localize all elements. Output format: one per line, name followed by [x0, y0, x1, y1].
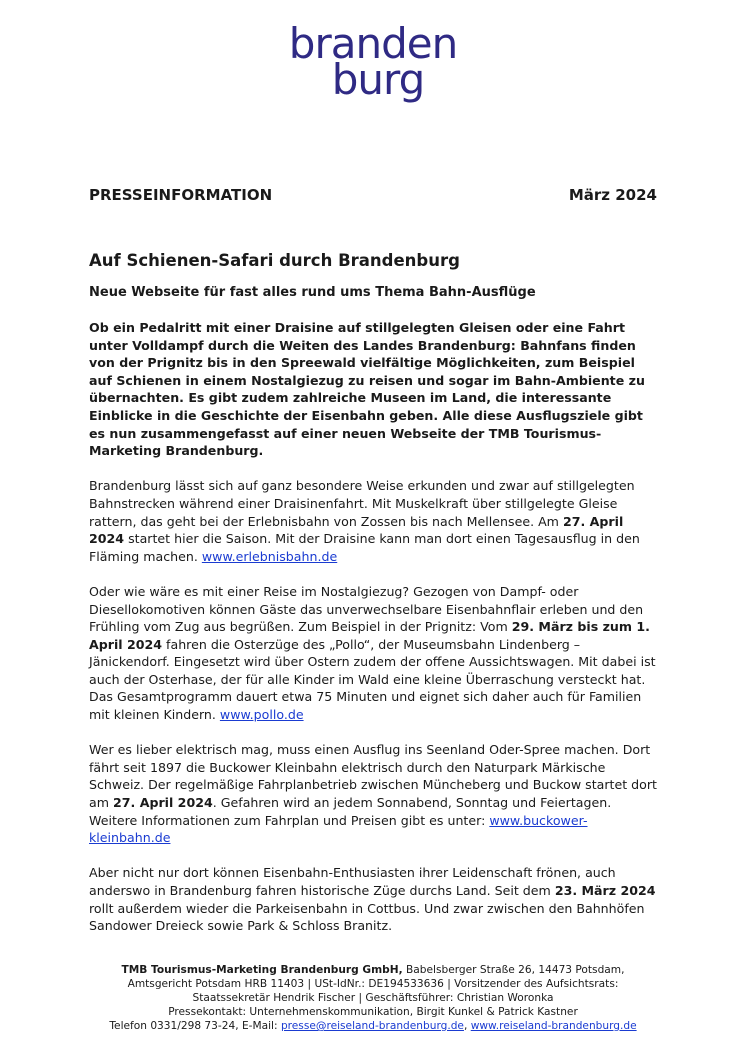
logo-line-2: burg — [331, 55, 425, 104]
text: fahren die Osterzüge des „Pollo“, der Museumsbahn Lindenberg – Jänickendorf. Eingesetzt wird über Ostern zudem der offene Aussichtswagen. Mit dabei ist auch der Osterhase, der für alle Kinder im Wald eine kleine Überraschung versteckt hat. Das Gesamtprogramm dauert etwa 75 Minuten und eignet sich daher auch für Familien mit kleinen Kindern. — [89, 636, 656, 723]
footer-line-press-contact: Pressekontakt: Unternehmenskommunikation, Birgit Kunkel & Patrick Kastner — [168, 1006, 578, 1018]
buckower-kleinbahn-link[interactable]: www.buckower-kleinbahn.de — [89, 812, 588, 846]
paragraph-parkeisenbahn — [89, 864, 659, 934]
company-name: TMB Tourismus-Marketing Brandenburg GmbH, — [121, 964, 403, 976]
document-footer — [60, 963, 686, 1033]
brandenburg-logo — [0, 19, 746, 104]
text: rollt außerdem wieder die Parkeisenbahn in Cottbus. Und zwar zwischen den Bahnhöfen Sandower Dreieck sowie Park & Schloss Branitz. — [89, 900, 645, 934]
article-title: Auf Schienen-Safari durch Brandenburg — [89, 251, 460, 270]
paragraph-draisine — [89, 477, 659, 565]
document-date: März 2024 — [568, 186, 657, 204]
article-body — [89, 250, 659, 952]
date-highlight: 29. März bis zum 1. April 2024 — [89, 619, 650, 652]
paragraph-nostalgiezug — [89, 583, 659, 724]
text: Wer es lieber elektrisch mag, muss einen Ausflug ins Seenland Oder-Spree machen. Dort fährt seit 1897 die Buckower Kleinbahn elektrisch durch den Naturpark Märkische Schweiz. Der regelmäßige Fahrplanbetrieb zwischen Müncheberg und Buckow startet dort am — [89, 742, 657, 811]
footer-line-register: Amtsgericht Potsdam HRB 11403 | USt-IdNr.: DE194533636 | Vorsitzender des Aufsichtsrats: — [127, 978, 619, 990]
press-email-link[interactable]: presse@reiseland-brandenburg.de — [280, 1020, 464, 1032]
date-highlight: 27. April 2024 — [89, 513, 624, 547]
text: Oder wie wäre es mit einer Reise im Nostalgiezug? Gezogen von Dampf- oder Diesellokomotiven können Gäste das unverwechselbare Eisenbahnflair erleben und den Frühling vom Zug aus begrüßen. Zum Beispiel in der Prignitz: Vom — [89, 583, 644, 635]
text: startet hier die Saison. Mit der Draisine kann man dort einen Tagesausflug in den Fläming machen. — [89, 531, 640, 564]
website-link[interactable]: www.reiseland-brandenburg.de — [470, 1020, 637, 1032]
date-highlight: 23. März 2024 — [554, 883, 656, 898]
logo-line-1: branden — [288, 19, 458, 68]
separator: , — [463, 1020, 471, 1032]
phone-text: Telefon 0331/298 73-24, E-Mail: — [109, 1020, 281, 1032]
text: Brandenburg lässt sich auf ganz besondere Weise erkunden und zwar auf stillgelegten Bahnstrecken während einer Draisinenfahrt. Mit Muskelkraft über stillgelegte Gleise rattern, das geht bei der Erlebnisbahn von Zossen bis nach Mellensee. Am — [89, 478, 635, 529]
footer-line-contact — [60, 1019, 686, 1033]
pollo-link[interactable]: www.pollo.de — [219, 707, 304, 723]
footer-line-company — [60, 963, 686, 977]
lead-paragraph: Ob ein Pedalritt mit einer Draisine auf stillgelegten Gleisen oder eine Fahrt unter Volldampf durch die Weiten des Landes Brandenburg: Bahnfans finden von der Prignitz bis in den Spreewald vielfältige Möglichkeiten, zum Beispiel auf Schienen in einem Nostalgiezug zu reisen und sogar im Bahn-Ambiente zu übernachten. Es gibt zudem zahlreiche Museen im Land, die interessante Einblicke in die Geschichte der Eisenbahn geben. Alle diese Ausflugsziele gibt es nun zusammengefasst auf einer neuen Webseite der TMB Tourismus-Marketing Brandenburg. — [89, 320, 645, 459]
erlebnisbahn-link[interactable]: www.erlebnisbahn.de — [201, 548, 338, 564]
paragraph-kleinbahn — [89, 741, 659, 847]
date-highlight: 27. April 2024 — [113, 795, 213, 811]
press-info-label: PRESSEINFORMATION — [89, 186, 273, 204]
article-subtitle: Neue Webseite für fast alles rund ums Thema Bahn-Ausflüge — [89, 285, 536, 300]
footer-line-management: Staatssekretär Hendrik Fischer | Geschäftsführer: Christian Woronka — [192, 992, 554, 1004]
document-header — [89, 186, 657, 208]
company-address: Babelsberger Straße 26, 14473 Potsdam, — [402, 964, 625, 976]
text: . Gefahren wird an jedem Sonnabend, Sonntag und Feiertagen. Weitere Informationen zum Fahrplan und Preisen gibt es unter: — [89, 795, 612, 828]
text: Aber nicht nur dort können Eisenbahn-Enthusiasten ihrer Leidenschaft frönen, auch anderswo in Brandenburg fahren historische Züge durchs Land. Seit dem — [89, 865, 616, 898]
